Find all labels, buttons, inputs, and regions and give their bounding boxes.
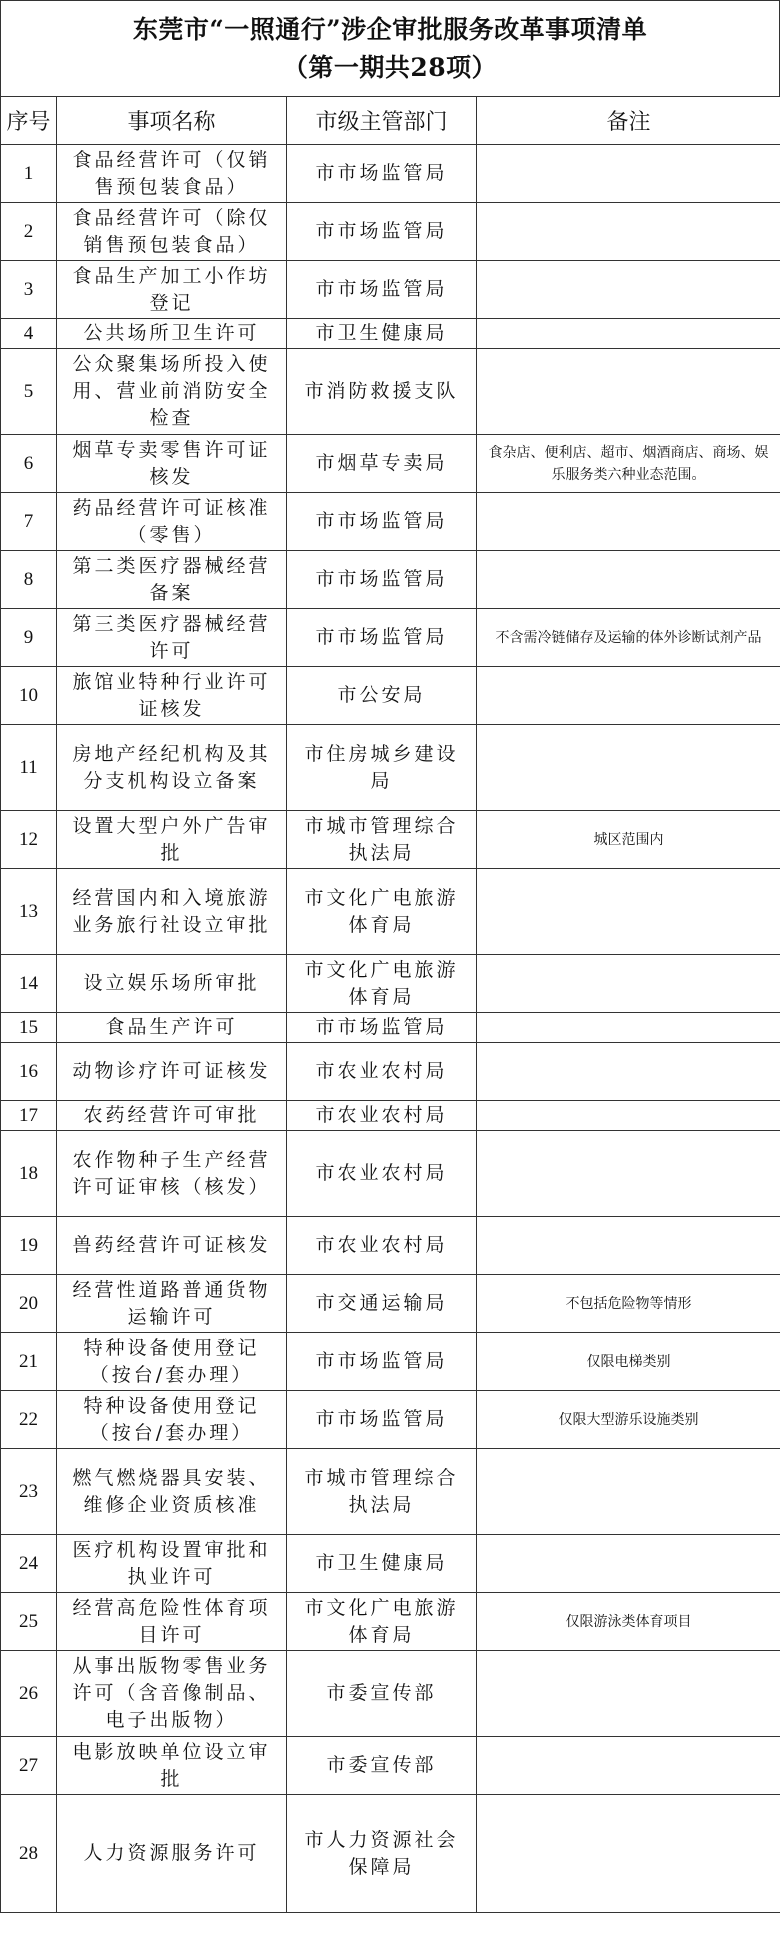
department: 市委宣传部 (287, 1651, 477, 1737)
remark (477, 145, 780, 203)
table-row (1, 725, 780, 811)
table-row (1, 145, 780, 203)
remark: 不含需冷链储存及运输的体外诊断试剂产品 (477, 609, 780, 667)
table-row (1, 493, 780, 551)
row-number: 1 (1, 145, 57, 203)
department: 市文化广电旅游体育局 (287, 1593, 477, 1651)
department: 市市场监管局 (287, 261, 477, 319)
table-row (1, 1593, 780, 1651)
department: 市文化广电旅游体育局 (287, 869, 477, 955)
table-row (1, 261, 780, 319)
table-row (1, 1013, 780, 1043)
row-number: 24 (1, 1535, 57, 1593)
department: 市市场监管局 (287, 1333, 477, 1391)
remark: 不包括危险物等情形 (477, 1275, 780, 1333)
table-row (1, 1131, 780, 1217)
title-block (0, 0, 780, 96)
table-row (1, 609, 780, 667)
remark: 仅限大型游乐设施类别 (477, 1391, 780, 1449)
row-number: 28 (1, 1795, 57, 1913)
remark (477, 319, 780, 349)
item-name: 烟草专卖零售许可证核发 (57, 435, 287, 493)
remark (477, 1535, 780, 1593)
table-row (1, 551, 780, 609)
item-name: 医疗机构设置审批和执业许可 (57, 1535, 287, 1593)
department: 市城市管理综合执法局 (287, 1449, 477, 1535)
row-number: 6 (1, 435, 57, 493)
table-row (1, 1043, 780, 1101)
table-row (1, 1449, 780, 1535)
row-number: 4 (1, 319, 57, 349)
table-row (1, 1651, 780, 1737)
row-number: 13 (1, 869, 57, 955)
row-number: 2 (1, 203, 57, 261)
department: 市公安局 (287, 667, 477, 725)
row-number: 16 (1, 1043, 57, 1101)
remark (477, 1043, 780, 1101)
item-name: 特种设备使用登记（按台/套办理） (57, 1333, 287, 1391)
remark (477, 551, 780, 609)
row-number: 14 (1, 955, 57, 1013)
row-number: 9 (1, 609, 57, 667)
row-number: 27 (1, 1737, 57, 1795)
item-name: 药品经营许可证核准（零售） (57, 493, 287, 551)
item-name: 食品生产加工小作坊登记 (57, 261, 287, 319)
row-number: 17 (1, 1101, 57, 1131)
department: 市市场监管局 (287, 1013, 477, 1043)
remark (477, 1013, 780, 1043)
item-name: 从事出版物零售业务许可（含音像制品、电子出版物） (57, 1651, 287, 1737)
remark (477, 955, 780, 1013)
remark (477, 203, 780, 261)
table-row (1, 955, 780, 1013)
item-name: 经营性道路普通货物运输许可 (57, 1275, 287, 1333)
row-number: 10 (1, 667, 57, 725)
department: 市交通运输局 (287, 1275, 477, 1333)
document-title: 东莞市“一照通行”涉企审批服务改革事项清单 (132, 14, 648, 44)
row-number: 18 (1, 1131, 57, 1217)
remark: 食杂店、便利店、超市、烟酒商店、商场、娱乐服务类六种业态范围。 (477, 435, 780, 493)
item-name: 人力资源服务许可 (57, 1795, 287, 1913)
remark (477, 869, 780, 955)
items-table (0, 96, 780, 1913)
row-number: 25 (1, 1593, 57, 1651)
department: 市市场监管局 (287, 145, 477, 203)
row-number: 21 (1, 1333, 57, 1391)
item-name: 第三类医疗器械经营许可 (57, 609, 287, 667)
item-name: 第二类医疗器械经营备案 (57, 551, 287, 609)
item-name: 特种设备使用登记（按台/套办理） (57, 1391, 287, 1449)
department: 市委宣传部 (287, 1737, 477, 1795)
row-number: 8 (1, 551, 57, 609)
table-row (1, 1795, 780, 1913)
item-name: 设置大型户外广告审批 (57, 811, 287, 869)
remark (477, 1449, 780, 1535)
remark (477, 667, 780, 725)
department: 市市场监管局 (287, 551, 477, 609)
department: 市市场监管局 (287, 1391, 477, 1449)
department: 市农业农村局 (287, 1101, 477, 1131)
department: 市住房城乡建设局 (287, 725, 477, 811)
remark (477, 725, 780, 811)
row-number: 12 (1, 811, 57, 869)
table-row (1, 811, 780, 869)
remark (477, 1651, 780, 1737)
table-row (1, 1275, 780, 1333)
department: 市市场监管局 (287, 609, 477, 667)
item-name: 设立娱乐场所审批 (57, 955, 287, 1013)
table-row (1, 869, 780, 955)
remark (477, 1217, 780, 1275)
department: 市市场监管局 (287, 203, 477, 261)
row-number: 19 (1, 1217, 57, 1275)
table-row (1, 1737, 780, 1795)
table-row (1, 1217, 780, 1275)
remark: 仅限游泳类体育项目 (477, 1593, 780, 1651)
row-number: 22 (1, 1391, 57, 1449)
department: 市市场监管局 (287, 493, 477, 551)
header-dept: 市级主管部门 (287, 97, 477, 145)
item-name: 食品经营许可（仅销售预包装食品） (57, 145, 287, 203)
item-name: 电影放映单位设立审批 (57, 1737, 287, 1795)
remark (477, 349, 780, 435)
department: 市城市管理综合执法局 (287, 811, 477, 869)
item-name: 兽药经营许可证核发 (57, 1217, 287, 1275)
table-row (1, 319, 780, 349)
item-name: 公众聚集场所投入使用、营业前消防安全检查 (57, 349, 287, 435)
document-subtitle: （第一期共28项） (282, 52, 498, 82)
remark (477, 261, 780, 319)
table-body (1, 145, 780, 1913)
remark (477, 1795, 780, 1913)
item-name: 农药经营许可审批 (57, 1101, 287, 1131)
header-no: 序号 (1, 97, 57, 145)
table-row (1, 349, 780, 435)
remark (477, 1737, 780, 1795)
department: 市卫生健康局 (287, 1535, 477, 1593)
remark (477, 1101, 780, 1131)
row-number: 23 (1, 1449, 57, 1535)
table-row (1, 1391, 780, 1449)
row-number: 20 (1, 1275, 57, 1333)
table-row (1, 1535, 780, 1593)
header-note: 备注 (477, 97, 780, 145)
item-name: 燃气燃烧器具安装、维修企业资质核准 (57, 1449, 287, 1535)
department: 市文化广电旅游体育局 (287, 955, 477, 1013)
remark: 仅限电梯类别 (477, 1333, 780, 1391)
item-name: 公共场所卫生许可 (57, 319, 287, 349)
table-row (1, 203, 780, 261)
department: 市消防救援支队 (287, 349, 477, 435)
table-header-row (1, 97, 780, 145)
item-name: 经营国内和入境旅游业务旅行社设立审批 (57, 869, 287, 955)
remark (477, 493, 780, 551)
row-number: 3 (1, 261, 57, 319)
department: 市农业农村局 (287, 1217, 477, 1275)
row-number: 11 (1, 725, 57, 811)
row-number: 5 (1, 349, 57, 435)
table-row (1, 667, 780, 725)
row-number: 7 (1, 493, 57, 551)
table-row (1, 435, 780, 493)
item-name: 旅馆业特种行业许可证核发 (57, 667, 287, 725)
department: 市农业农村局 (287, 1131, 477, 1217)
table-row (1, 1101, 780, 1131)
remark: 城区范围内 (477, 811, 780, 869)
table-row (1, 1333, 780, 1391)
department: 市卫生健康局 (287, 319, 477, 349)
item-name: 动物诊疗许可证核发 (57, 1043, 287, 1101)
row-number: 26 (1, 1651, 57, 1737)
department: 市人力资源社会保障局 (287, 1795, 477, 1913)
item-name: 经营高危险性体育项目许可 (57, 1593, 287, 1651)
item-name: 农作物种子生产经营许可证审核（核发） (57, 1131, 287, 1217)
item-name: 食品经营许可（除仅销售预包装食品） (57, 203, 287, 261)
department: 市农业农村局 (287, 1043, 477, 1101)
row-number: 15 (1, 1013, 57, 1043)
item-name: 房地产经纪机构及其分支机构设立备案 (57, 725, 287, 811)
item-name: 食品生产许可 (57, 1013, 287, 1043)
department: 市烟草专卖局 (287, 435, 477, 493)
header-name: 事项名称 (57, 97, 287, 145)
remark (477, 1131, 780, 1217)
